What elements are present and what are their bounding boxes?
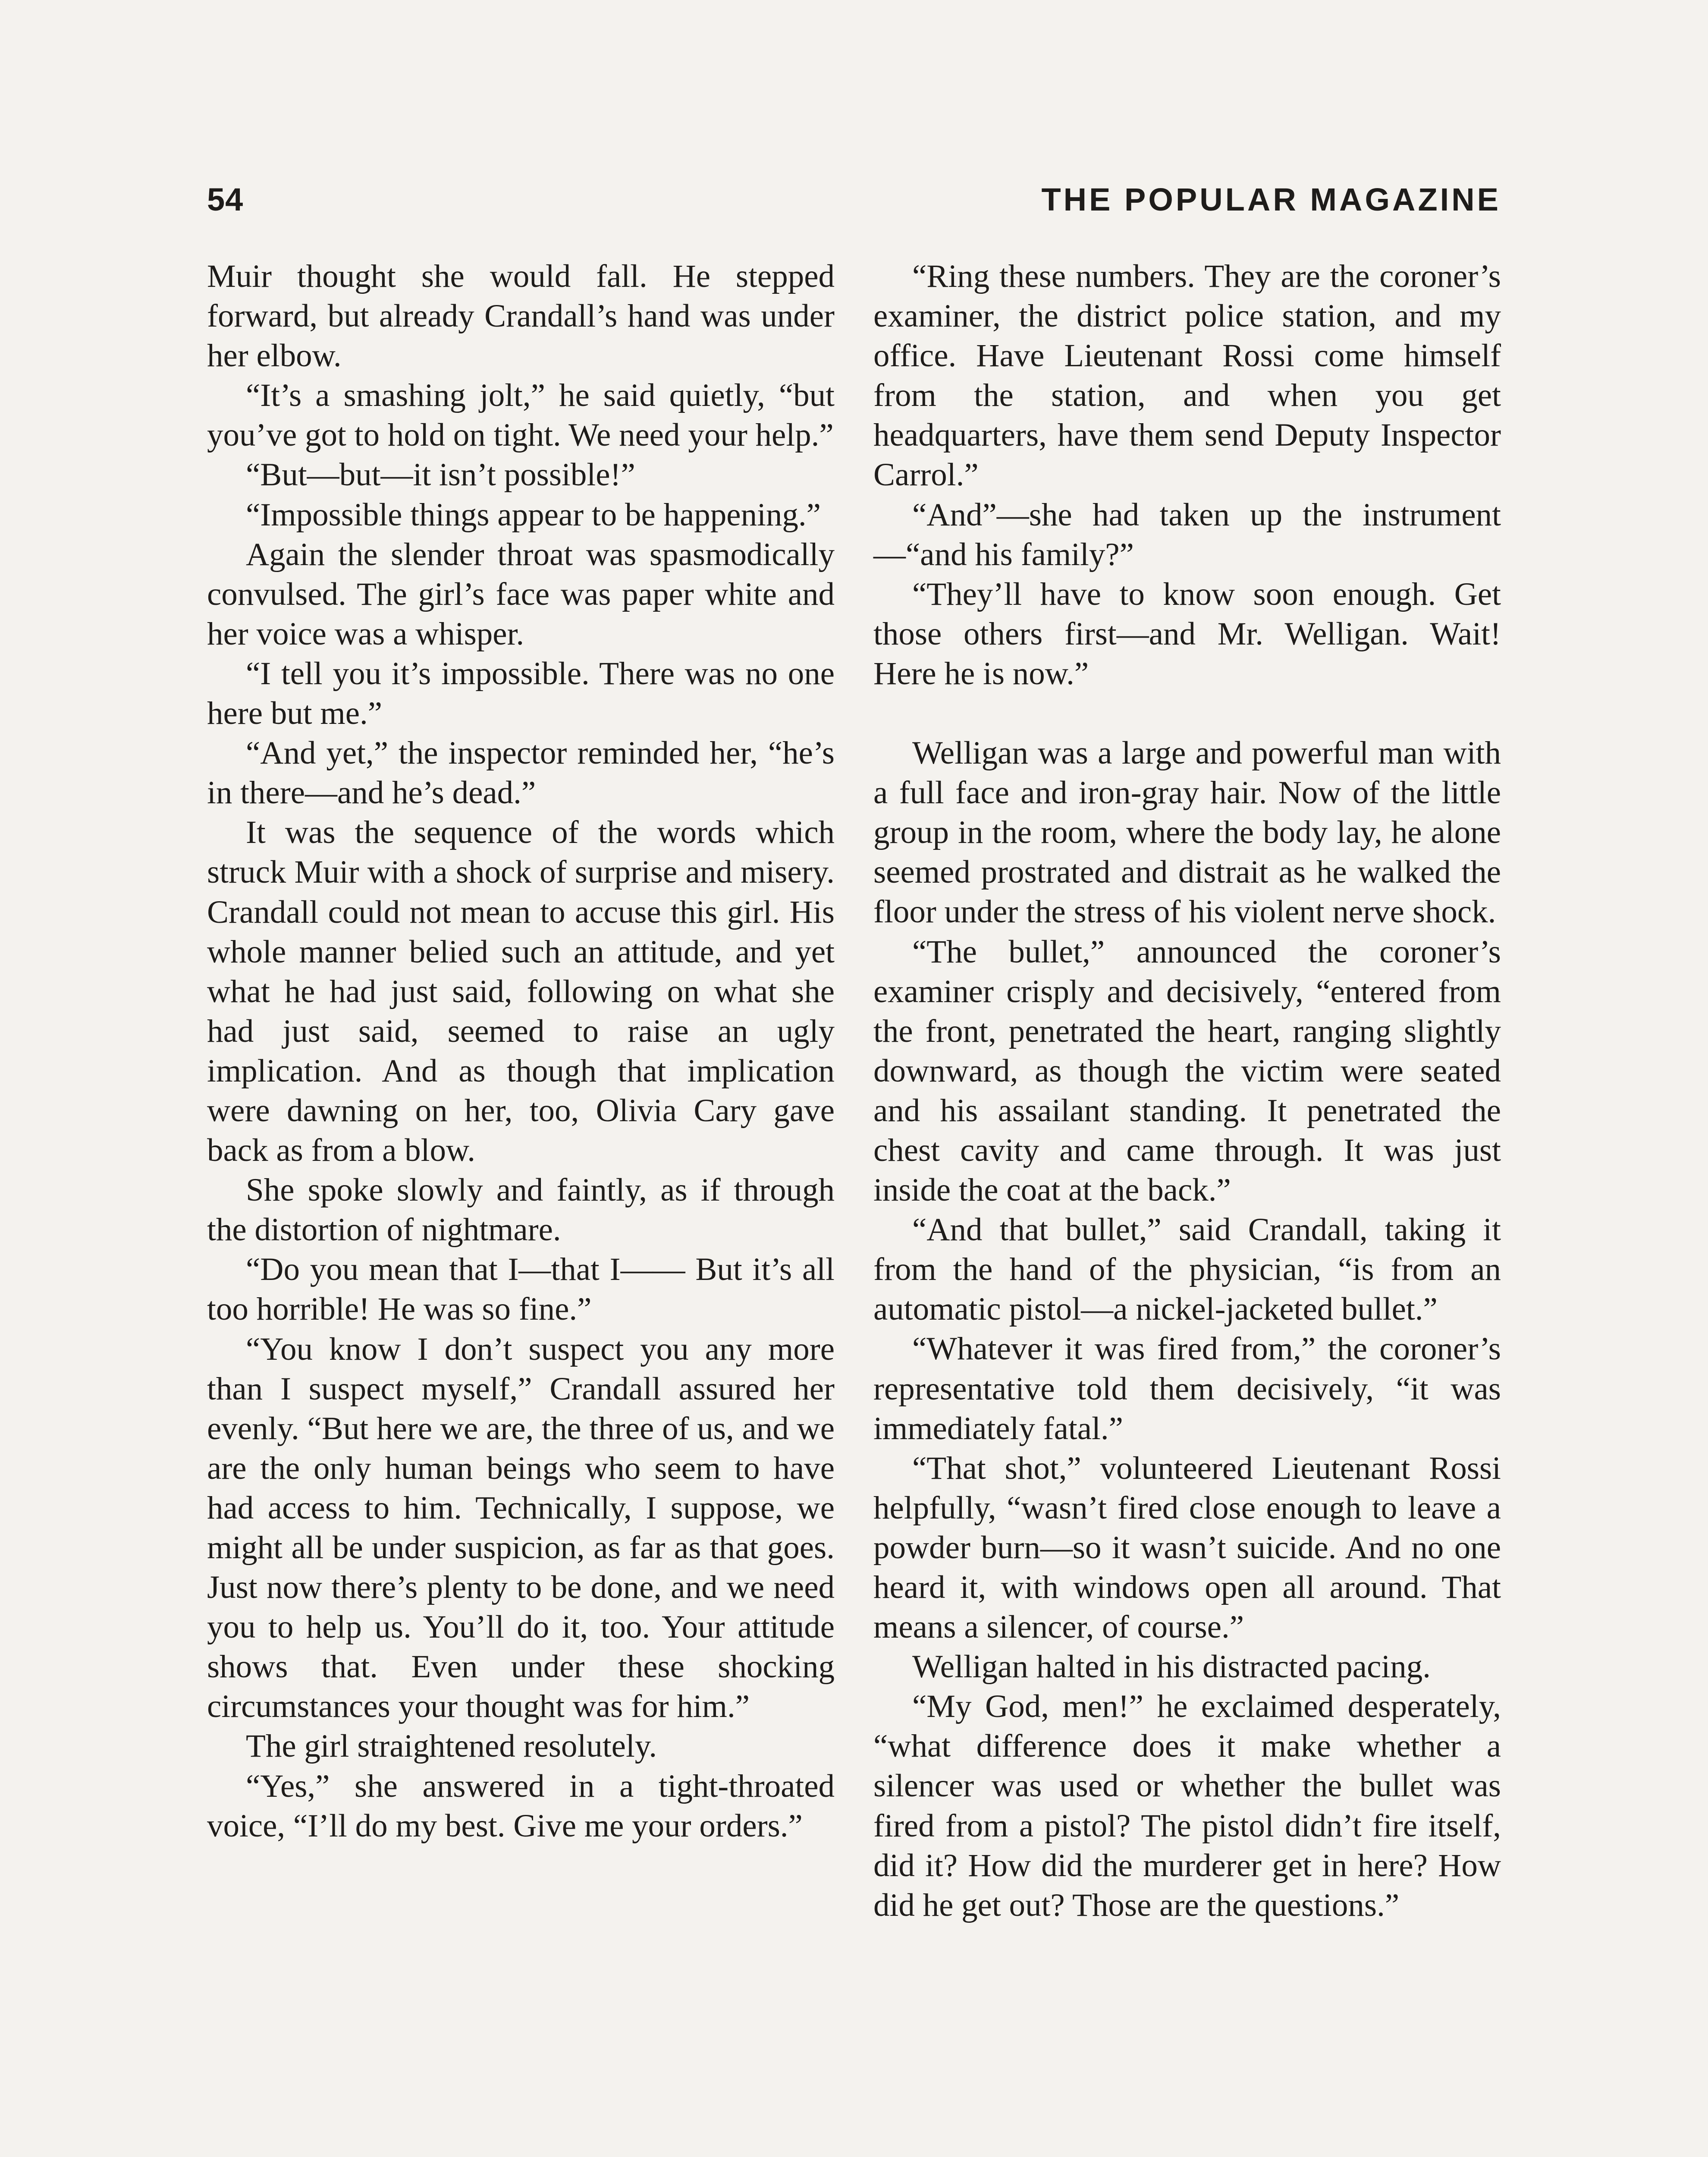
paragraph: “I tell you it’s impossible. There was no one here but me.” [207,655,835,732]
paragraph: “You know I don’t suspect you any more than I suspect myself,” Crandall assured her evenly. “But here we are, the three of us, and we are the only human beings who seem to have had access to him. Technically, I suppose, we might all be under suspicion, as far as that goes. Just now there’s plenty to be done, and we need you to help us. You’ll do it, too. Your attitude shows that. Even under these shocking circumstances your thought was for him.” [207,1331,835,1725]
page-number: 54 [207,182,244,217]
paragraph: “And that bullet,” said Crandall, taking it from the hand of the physician, “is from an automatic pistol—a nickel-jacketed bullet.” [873,1212,1501,1327]
paragraph: “Whatever it was fired from,” the coroner’s representative told them decisively, “it was immediately fatal.” [873,1331,1501,1446]
page-header [207,181,1501,229]
paragraph: “Yes,” she answered in a tight-throated voice, “I’ll do my best. Give me your orders.” [207,1768,835,1844]
paragraph: “It’s a smashing jolt,” he said quietly, “but you’ve got to hold on tight. We need your help.” [207,377,835,453]
paragraph: The girl straightened resolutely. [246,1728,657,1764]
paragraph: “But—but—it isn’t possible!” [246,457,635,493]
paragraph: Welligan was a large and powerful man with a full face and iron-gray hair. Now of the little group in the room, where the body lay, he alone seemed prostrated and distrait as he walked the floor under the stress of his violent nerve shock. [873,735,1501,930]
paragraph: “And yet,” the inspector reminded her, “he’s in there—and he’s dead.” [207,735,835,811]
right-column [873,257,1501,1925]
paragraph: It was the sequence of the words which struck Muir with a shock of surprise and misery. Crandall could not mean to accuse this girl. His whole manner belied such an attitude, and yet what he had just said, following on what she had just said, seemed to raise an ugly implication. And as though that implication were dawning on her, too, Olivia Cary gave back as from a blow. [207,814,835,1169]
paragraph: She spoke slowly and faintly, as if through the distortion of nightmare. [207,1172,835,1248]
paragraph: “Impossible things appear to be happening.” [246,497,821,533]
left-column [207,257,835,1846]
paragraph: “They’ll have to know soon enough. Get those others first—and Mr. Welligan. Wait! Here he is now.” [873,576,1501,692]
paragraph: “Ring these numbers. They are the coroner’s examiner, the district police station, and my office. Have Lieutenant Rossi come himself from the station, and when you get headquarters, have them send Deputy Inspector Carrol.” [873,258,1501,493]
paragraph: “The bullet,” announced the coroner’s examiner crisply and decisively, “entered from the front, penetrated the heart, ranging slightly downward, as though the victim were seated and his assailant standing. It penetrated the chest cavity and came through. It was just inside the coat at the back.” [873,934,1501,1208]
paragraph: Again the slender throat was spasmodically convulsed. The girl’s face was paper white and her voice was a whisper. [207,536,835,652]
paragraph: “Do you mean that I—that I—— But it’s all too horrible! He was so fine.” [207,1251,835,1327]
paragraph: “And”—she had taken up the instrument—“and his family?” [873,497,1501,572]
paragraph: Muir thought she would fall. He stepped forward, but already Crandall’s hand was under her elbow. [207,258,835,374]
paragraph: “My God, men!” he exclaimed desperately, “what difference does it make whether a silencer was used or whether the bullet was fired from a pistol? The pistol didn’t fire itself, did it? How did the murderer get in here? How did he get out? Those are the questions.” [873,1688,1501,1923]
paragraph: “That shot,” volunteered Lieutenant Rossi helpfully, “wasn’t fired close enough to leave a powder burn—so it wasn’t suicide. And no one heard it, with windows open all around. That means a silencer, of course.” [873,1450,1501,1645]
paragraph: Welligan halted in his distracted pacing. [912,1649,1431,1685]
running-head: THE POPULAR MAGAZINE [1041,182,1501,217]
